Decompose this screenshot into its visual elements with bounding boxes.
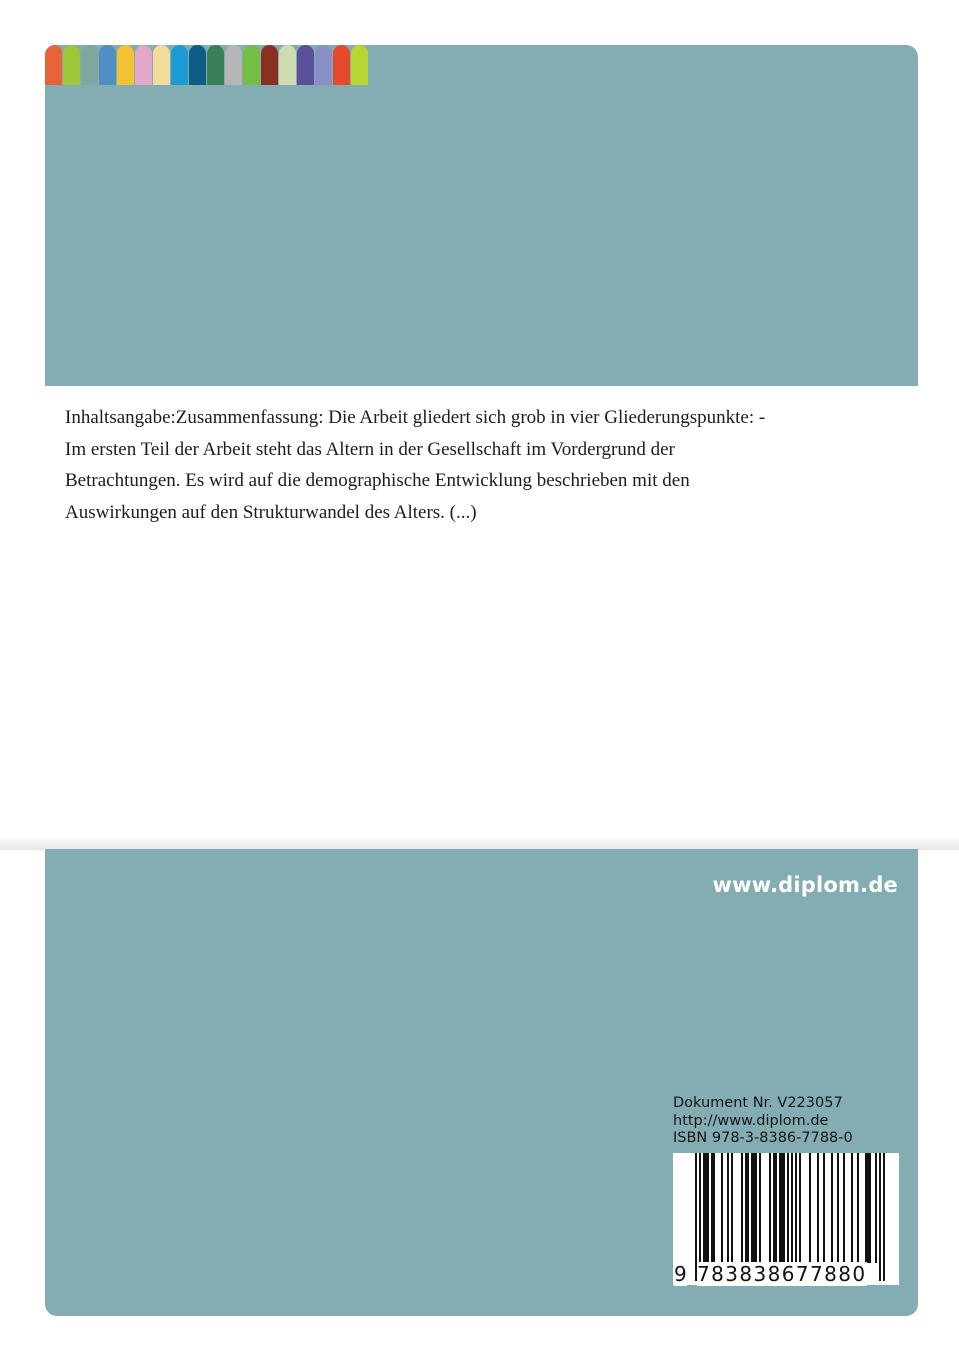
barcode-bar [773,1153,775,1263]
barcode-bar [837,1153,839,1263]
barcode-bar [775,1153,777,1263]
barcode-bar [751,1153,753,1263]
barcode-bar [721,1153,723,1263]
barcode-bar [759,1153,761,1263]
publisher-website[interactable]: www.diplom.de [712,873,898,897]
color-tab [279,45,296,85]
barcode-bar [865,1153,867,1263]
document-url[interactable]: http://www.diplom.de [673,1112,829,1129]
barcode-bar [711,1153,713,1263]
book-blurb: Inhaltsangabe:Zusammenfassung: Die Arbeit gliedert sich grob in vier Gliederungspunkte: - Im ersten Teil der Arbeit steht das Altern in der Gesellschaft im Vordergrund der Betrachtungen. Es wird auf die demographische Entwicklung beschrieben mit den Auswirkungen auf den Strukturwandel des Alters. (...) [65,407,766,523]
barcode-bar [823,1153,825,1263]
barcode-bar [731,1153,733,1263]
document-number: Dokument Nr. V223057 [673,1095,843,1111]
color-tab [189,45,206,85]
barcode-bar [713,1153,715,1263]
barcode-bar [869,1153,871,1263]
barcode-bar [745,1153,747,1263]
barcode-bar [867,1153,869,1263]
color-tab [297,45,314,85]
color-tab [207,45,224,85]
barcode-bar [799,1153,801,1263]
color-tab [45,45,62,85]
barcode-bar [817,1153,819,1263]
color-tab [261,45,278,85]
color-tab [153,45,170,85]
color-tab [315,45,332,85]
barcode-bar [795,1153,797,1263]
barcode-first-digit: 9 [674,1262,687,1286]
panel-shadow [0,836,959,850]
barcode-bar [779,1153,781,1263]
cover-bottom-panel [45,849,918,1316]
barcode-bar [783,1153,785,1263]
barcode-bar [755,1153,757,1263]
color-tab [171,45,188,85]
color-tab-strip [45,45,369,85]
color-tab [117,45,134,85]
barcode-bar [851,1153,853,1263]
barcode-bar [883,1153,885,1281]
barcode [673,1153,899,1285]
color-tab [333,45,350,85]
color-tab [135,45,152,85]
barcode-bar [705,1153,707,1263]
color-tab [225,45,242,85]
barcode-bar [831,1153,833,1263]
barcode-bar [707,1153,709,1263]
barcode-number: 783838677880 [697,1262,867,1286]
cover-top-panel [45,45,918,386]
color-tab [99,45,116,85]
color-tab [243,45,260,85]
barcode-bar [703,1153,705,1263]
isbn: ISBN 978-3-8386-7788-0 [673,1130,853,1146]
color-tab [351,45,368,85]
barcode-bar [781,1153,783,1263]
barcode-bar [769,1153,771,1263]
barcode-bar [875,1153,877,1263]
barcode-bar [747,1153,749,1263]
barcode-bar [879,1153,881,1281]
barcode-bar [727,1153,729,1263]
barcode-bar [753,1153,755,1263]
document-info [673,1095,853,1148]
barcode-bar [843,1153,845,1263]
barcode-bar [857,1153,859,1263]
color-tab [63,45,80,85]
barcode-bar [741,1153,743,1263]
barcode-bar [809,1153,811,1263]
color-tab [81,45,98,85]
